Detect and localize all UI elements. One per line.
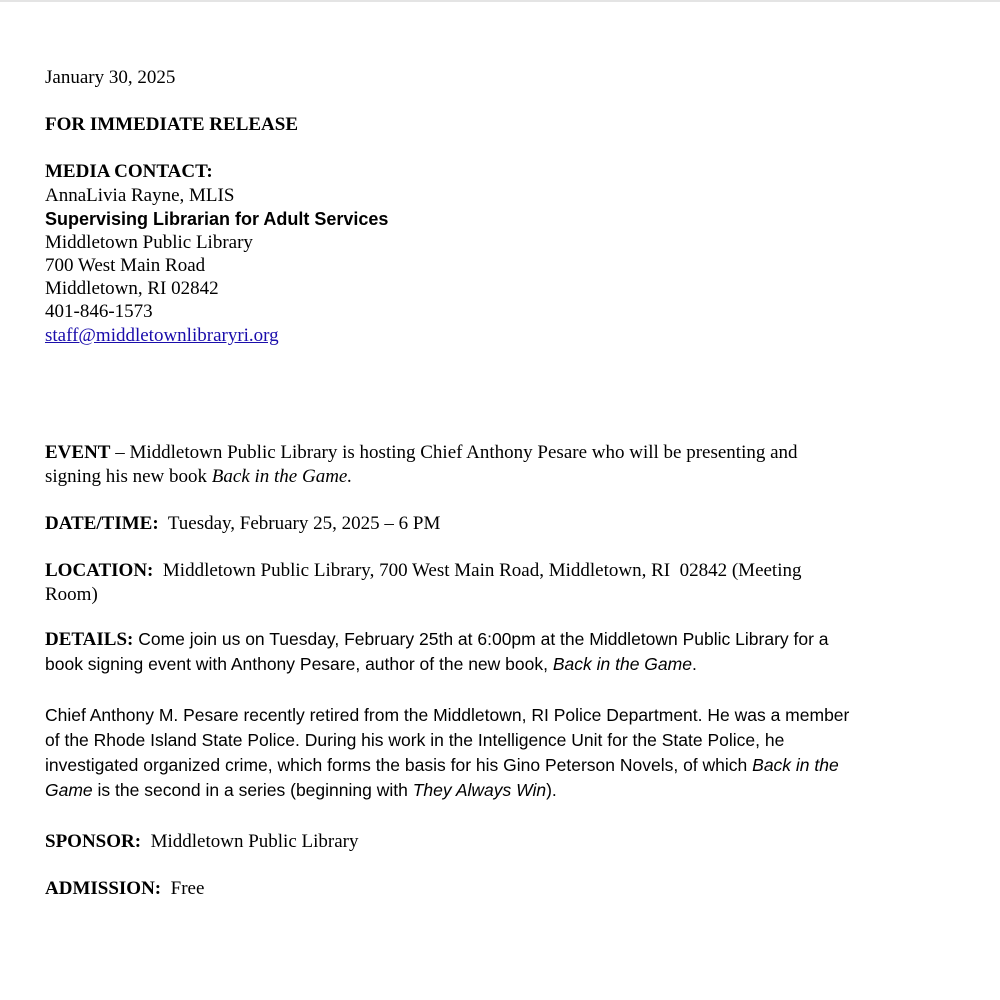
admission-line	[45, 877, 204, 900]
datetime-label: DATE/TIME:	[45, 513, 159, 534]
sponsor-line	[45, 830, 359, 853]
details-line-1	[45, 627, 829, 652]
event-line-1	[45, 441, 798, 464]
release-date: January 30, 2025	[45, 67, 176, 88]
location-line-1	[45, 559, 802, 582]
details-book-title: Back in the Game	[552, 654, 692, 674]
bio-line-4	[45, 778, 557, 803]
bio-book-title-a: Back in the	[752, 755, 839, 775]
location-line-2: Room)	[45, 584, 98, 605]
datetime-value: Tuesday, February 25, 2025 – 6 PM	[158, 513, 441, 534]
details-end: .	[691, 654, 697, 674]
admission-label: ADMISSION:	[45, 878, 162, 899]
contact-phone: 401-846-1573	[45, 301, 153, 322]
details-text-1: Come join us on Tuesday, February 25th at 6:00pm at the Middletown Public Library for a	[133, 629, 829, 649]
contact-street: 700 West Main Road	[45, 255, 206, 276]
sponsor-value: Middletown Public Library	[141, 831, 359, 852]
datetime-line	[45, 512, 440, 535]
page-top-edge	[0, 0, 1000, 2]
details-text-2: book signing event with Anthony Pesare, author of the new book,	[45, 654, 553, 674]
admission-value: Free	[161, 878, 205, 899]
event-text-1: – Middletown Public Library is hosting Chief Anthony Pesare who will be presenting and	[110, 442, 798, 463]
bio-text-3: investigated organized crime, which forms the basis for his Gino Peterson Novels, of which	[45, 755, 753, 775]
event-text-2: signing his new book	[45, 466, 212, 487]
sponsor-label: SPONSOR:	[45, 831, 142, 852]
contact-email-link[interactable]: staff@middletownlibraryri.org	[45, 325, 279, 346]
location-value-1: Middletown Public Library, 700 West Main Road, Middletown, RI 02842 (Meeting	[153, 560, 802, 581]
contact-name: AnnaLivia Rayne, MLIS	[45, 185, 235, 206]
event-book-title: Back in the Game.	[211, 466, 353, 487]
bio-line-1: Chief Anthony M. Pesare recently retired from the Middletown, RI Police Department. He was a member	[45, 705, 850, 725]
location-label: LOCATION:	[45, 560, 154, 581]
bio-book-title-b: Game	[45, 780, 93, 800]
bio-text-4-end: ).	[546, 780, 557, 800]
contact-title: Supervising Librarian for Adult Services	[45, 209, 389, 229]
event-label: EVENT	[45, 442, 111, 463]
bio-book-title-2: They Always Win	[412, 780, 547, 800]
contact-org: Middletown Public Library	[45, 232, 253, 253]
details-label: DETAILS:	[45, 629, 134, 650]
media-contact-heading: MEDIA CONTACT:	[45, 161, 213, 182]
contact-city: Middletown, RI 02842	[45, 278, 219, 299]
release-heading: FOR IMMEDIATE RELEASE	[45, 114, 299, 135]
bio-line-3	[45, 753, 839, 778]
bio-line-2: of the Rhode Island State Police. During his work in the Intelligence Unit for the State Police, he	[45, 730, 785, 750]
bio-text-4: is the second in a series (beginning with	[92, 780, 413, 800]
contact-email-line	[45, 324, 279, 347]
details-line-2	[45, 652, 697, 677]
event-line-2	[45, 465, 352, 488]
